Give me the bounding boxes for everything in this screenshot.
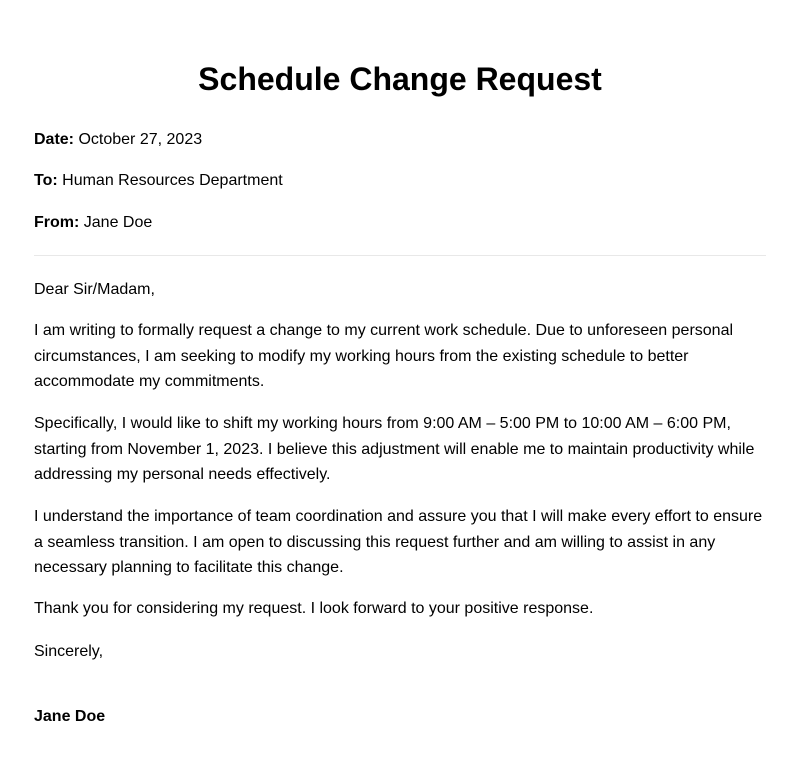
date-value: October 27, 2023 [78,131,203,148]
paragraph-4: Thank you for considering my request. I look forward to your positive response. [34,600,594,617]
paragraph-1: I am writing to formally request a change to my current work schedule. Due to unforeseen personal circumstances, I am seeking to modify my working hours from the existing schedule to better accommodate my commitments. [34,322,734,390]
date-label: Date: [34,131,75,148]
to-value: Human Resources Department [62,172,283,189]
signature-name: Jane Doe [34,708,106,725]
to-line [34,171,283,191]
paragraph-3: I understand the importance of team coordination and assure you that I will make every effort to ensure a seamless transition. I am open to discussing this request further and am willing to assist in any necessary planning to facilitate this change. [34,508,763,576]
date-line [34,130,202,150]
from-line [34,213,152,233]
salutation: Dear Sir/Madam, [34,281,155,298]
from-value: Jane Doe [83,214,153,231]
closing: Sincerely, [34,643,104,660]
from-label: From: [34,214,80,231]
paragraph-2: Specifically, I would like to shift my working hours from 9:00 AM – 5:00 PM to 10:00 AM – 6:00 PM, starting from November 1, 2023. I believe this adjustment will enable me to maintain productivity while addressing my personal needs effectively. [34,415,755,483]
page-title: Schedule Change Request [198,61,602,97]
to-label: To: [34,172,58,189]
header-divider [34,255,766,256]
